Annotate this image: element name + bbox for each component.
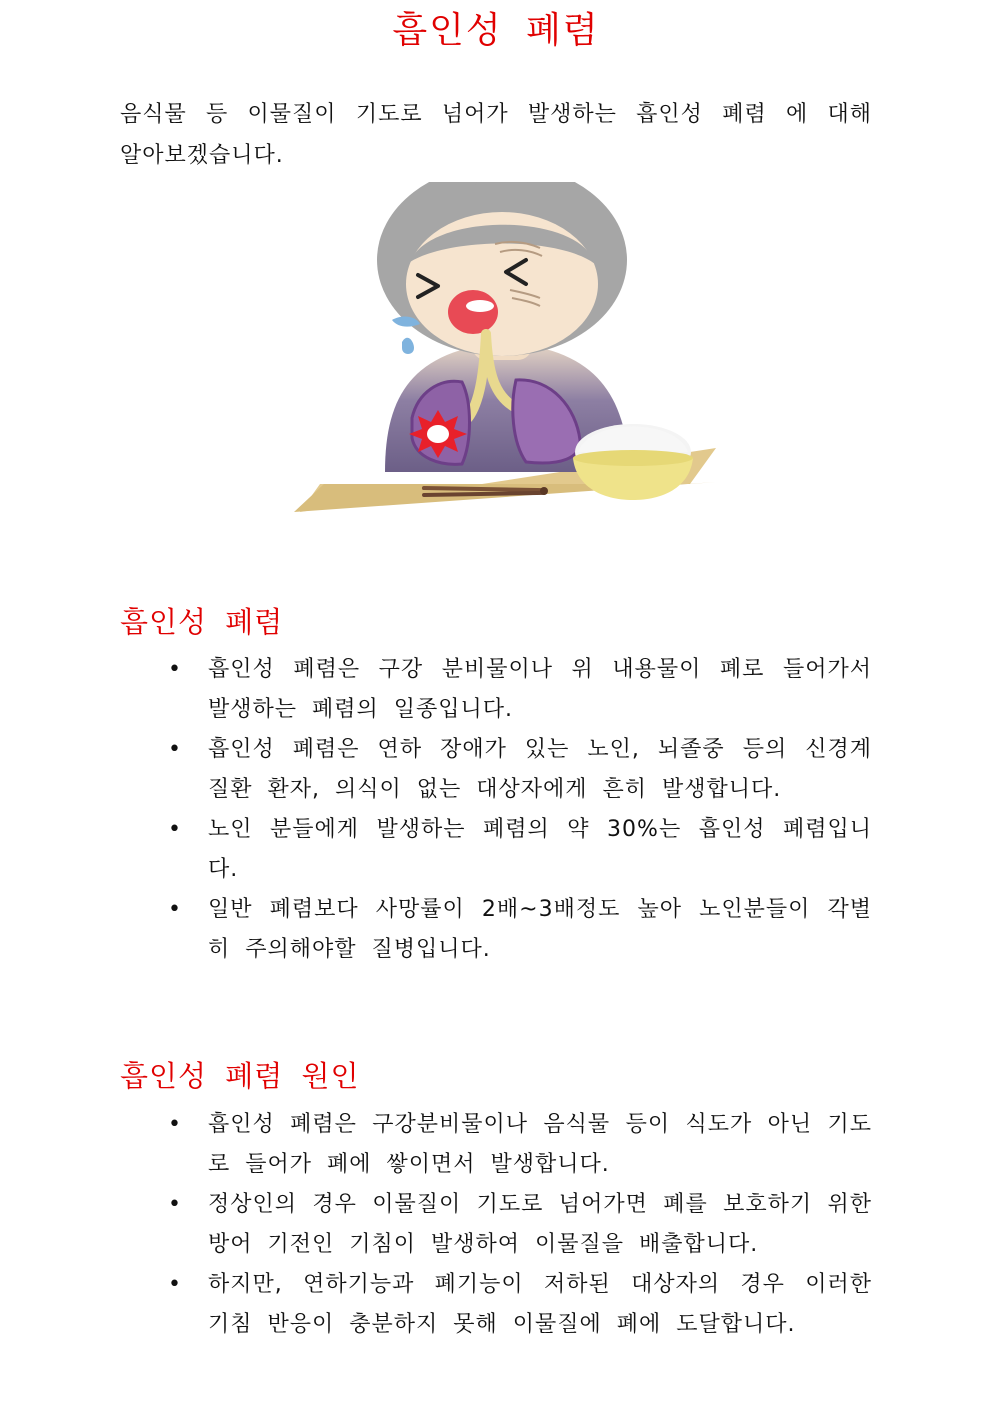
bullet-icon: •	[168, 737, 182, 762]
list-item: • 정상인의 경우 이물질이 기도로 넘어가면 폐를 보호하기 위한 방어 기전인 기침이 발생하여 이물질을 배출합니다.	[120, 1185, 872, 1265]
section-heading-pneumonia: 흡인성 폐렴	[120, 605, 284, 639]
pneumonia-list	[120, 650, 872, 970]
list-item: • 흡인성 폐렴은 연하 장애가 있는 노인, 뇌졸중 등의 신경계 질환 환자, 의식이 없는 대상자에게 흔히 발생합니다.	[120, 730, 872, 810]
list-item: • 하지만, 연하기능과 폐기능이 저하된 대상자의 경우 이러한 기침 반응이 충분하지 못해 이물질에 폐에 도달합니다.	[120, 1265, 872, 1345]
list-item: • 흡인성 폐렴은 구강 분비물이나 위 내용물이 폐로 들어가서 발생하는 폐렴의 일종입니다.	[120, 650, 872, 730]
bullet-icon: •	[168, 1192, 182, 1217]
bullet-icon: •	[168, 657, 182, 682]
causes-list	[120, 1105, 872, 1345]
list-item: • 노인 분들에게 발생하는 폐렴의 약 30%는 흡인성 폐렴입니다.	[120, 810, 872, 890]
intro-paragraph: 음식물 등 이물질이 기도로 넘어가 발생하는 흡인성 폐렴 에 대해 알아보겠습니다.	[120, 102, 872, 168]
bullet-icon: •	[168, 897, 182, 922]
bullet-icon: •	[168, 817, 182, 842]
list-item: • 흡인성 폐렴은 구강분비물이나 음식물 등이 식도가 아닌 기도로 들어가 폐에 쌓이면서 발생합니다.	[120, 1105, 872, 1185]
page-title: 흡인성 폐렴	[392, 10, 600, 51]
bullet-icon: •	[168, 1272, 182, 1297]
section-heading-causes: 흡인성 폐렴 원인	[120, 1059, 360, 1093]
bullet-icon: •	[168, 1112, 182, 1137]
list-item: • 일반 폐렴보다 사망률이 2배~3배정도 높아 노인분들이 각별히 주의해야할 질병입니다.	[120, 890, 872, 970]
elderly-woman-choking-lungs-icon	[290, 182, 720, 516]
